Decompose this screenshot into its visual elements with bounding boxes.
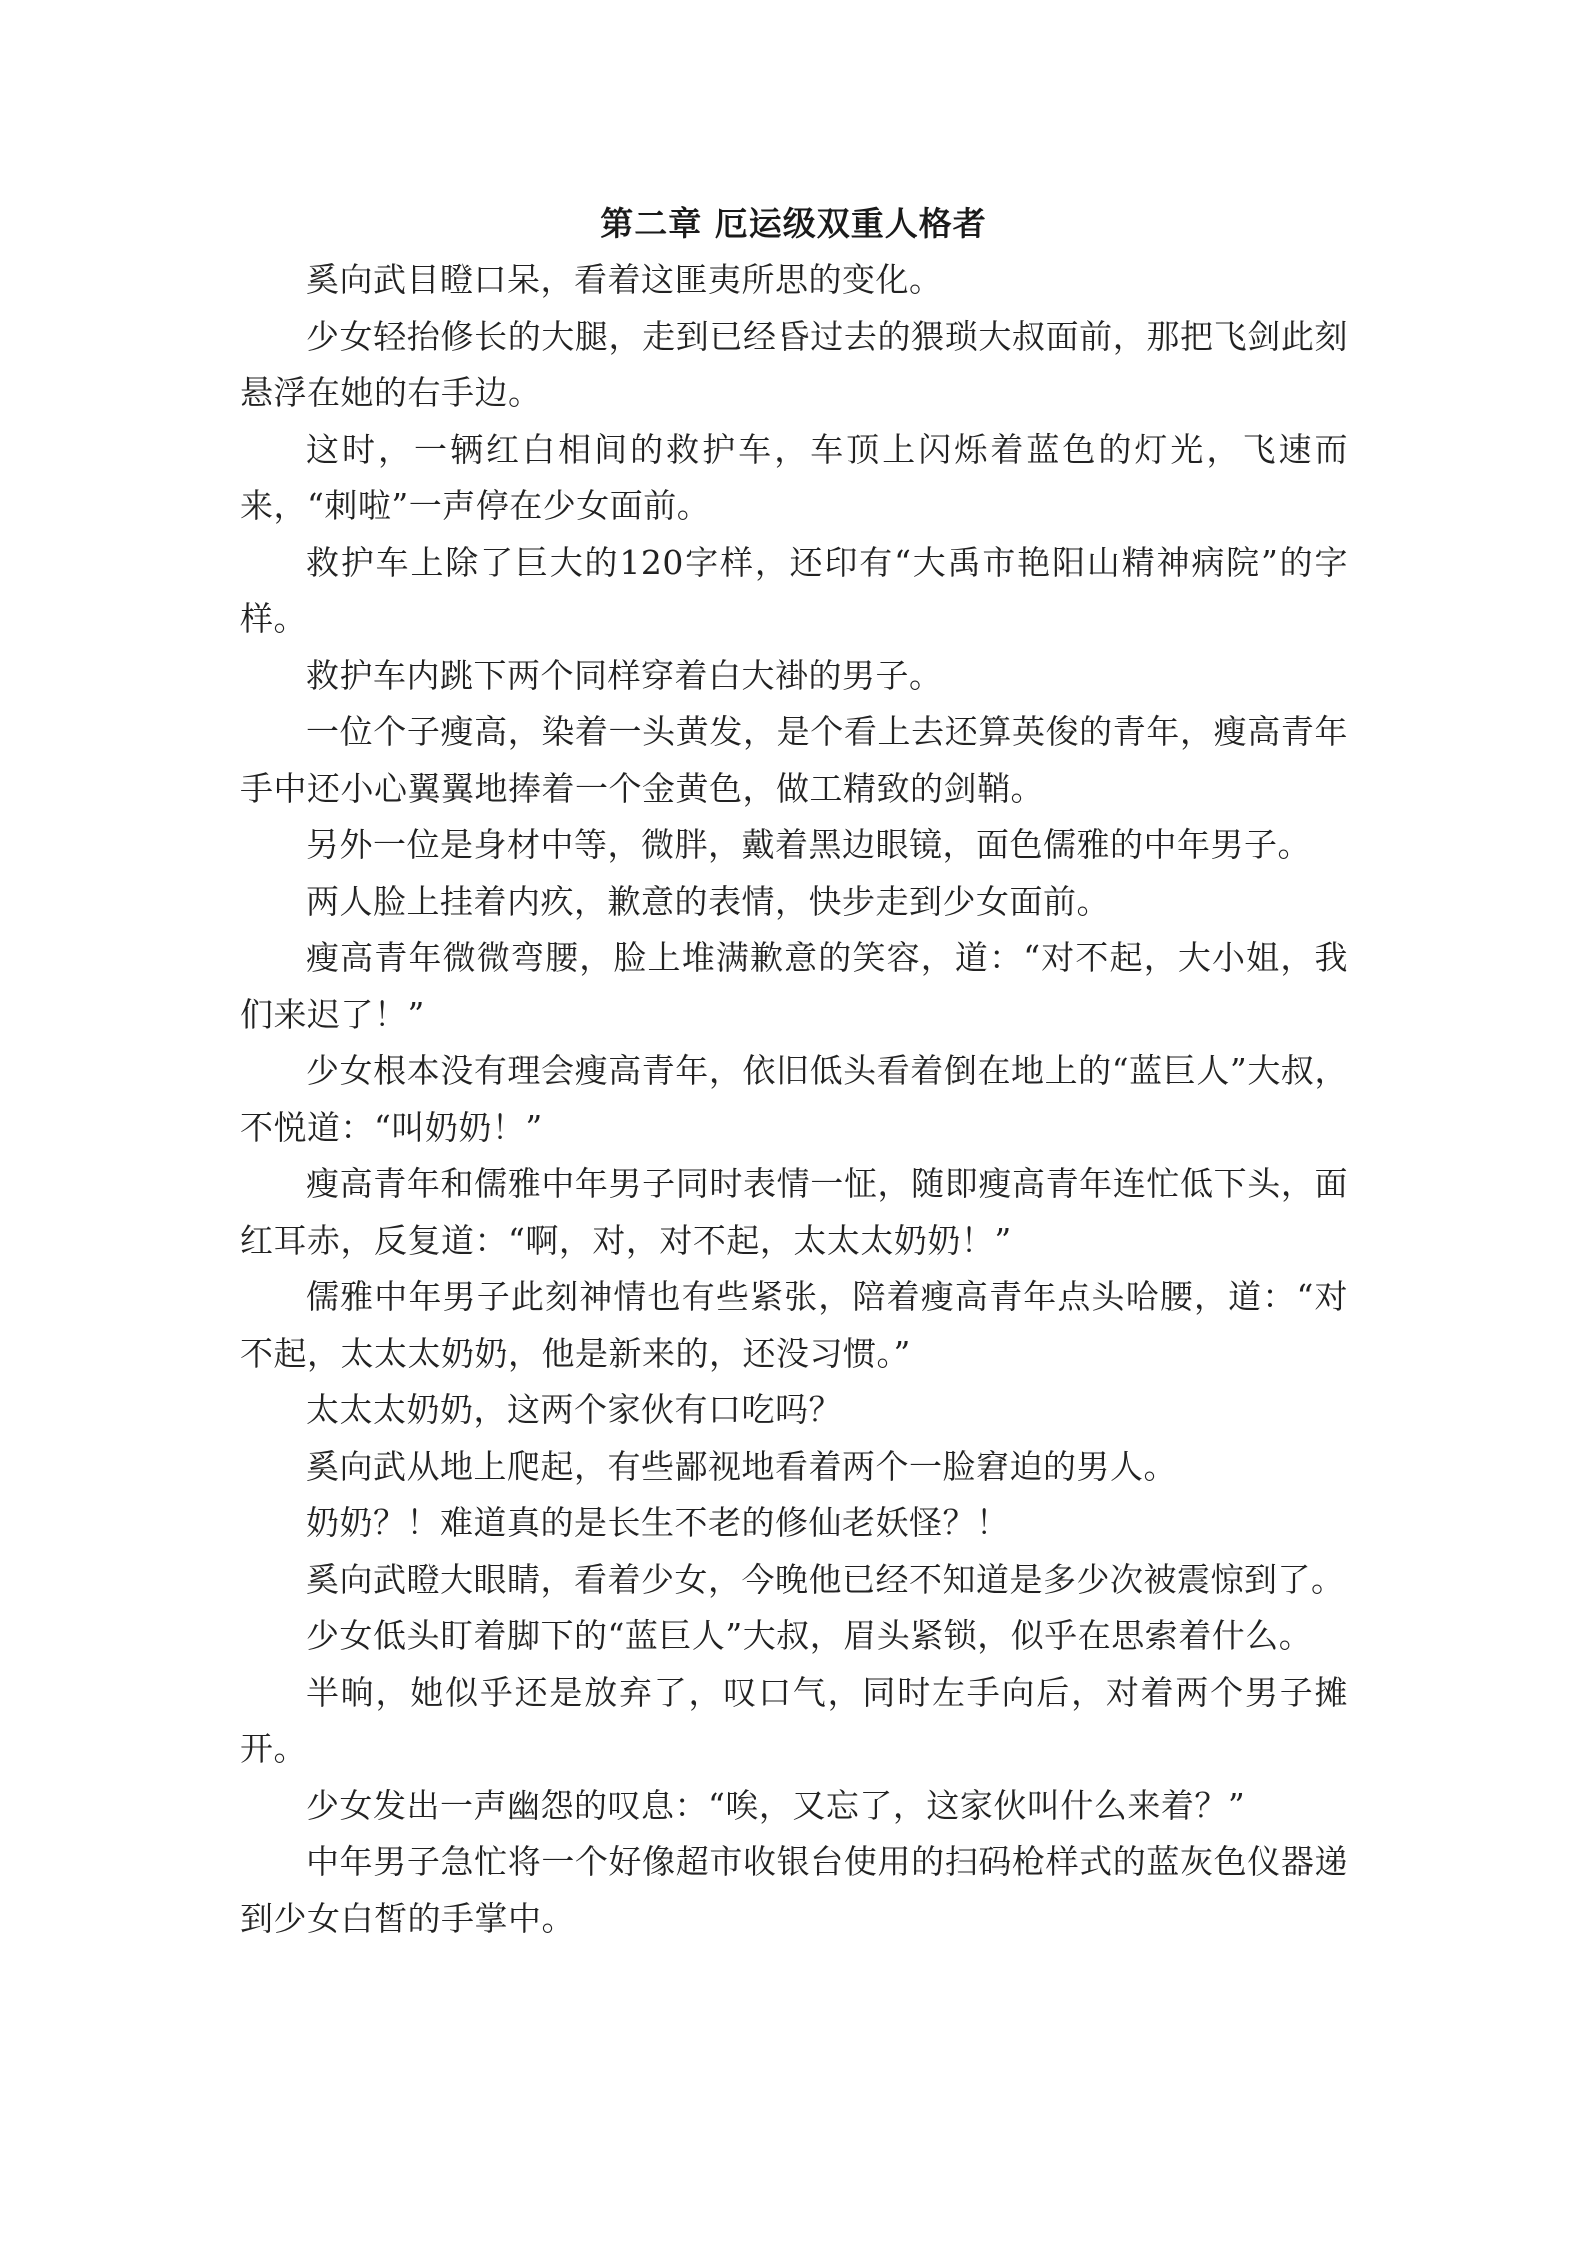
paragraph: 奚向武目瞪口呆，看着这匪夷所思的变化。 — [306, 260, 943, 299]
paragraph: 少女根本没有理会瘦高青年，依旧低头看着倒在地上的“蓝巨人”大叔，不悦道：“叫奶奶！” — [240, 1051, 1348, 1147]
paragraph: 中年男子急忙将一个好像超市收银台使用的扫码枪样式的蓝灰色仪器递到少女白皙的手掌中。 — [240, 1842, 1348, 1938]
paragraph: 瘦高青年和儒雅中年男子同时表情一怔，随即瘦高青年连忙低下头，面红耳赤，反复道：“啊，对，对不起，太太太奶奶！” — [240, 1164, 1348, 1260]
paragraph: 少女轻抬修长的大腿，走到已经昏过去的猥琐大叔面前，那把飞剑此刻悬浮在她的右手边。 — [240, 316, 1348, 412]
paragraph: 两人脸上挂着内疚，歉意的表情，快步走到少女面前。 — [306, 881, 1110, 921]
paragraph: 少女低头盯着脚下的“蓝巨人”大叔，眉头紧锁，似乎在思索着什么。 — [306, 1616, 1313, 1655]
paragraph: 这时，一辆红白相间的救护车，车顶上闪烁着蓝色的灯光，飞速而来，“刺啦”一声停在少女面前。 — [240, 429, 1348, 525]
paragraph: 救护车内跳下两个同样穿着白大褂的男子。 — [306, 655, 943, 695]
paragraph: 奶奶？！难道真的是长生不老的修仙老妖怪？！ — [306, 1503, 1010, 1542]
paragraph: 儒雅中年男子此刻神情也有些紧张，陪着瘦高青年点头哈腰，道：“对不起，太太太奶奶，他是新来的，还没习惯。” — [240, 1277, 1348, 1373]
paragraph: 救护车上除了巨大的120字样，还印有“大禹市艳阳山精神病院”的字样。 — [240, 542, 1348, 638]
paragraph: 少女发出一声幽怨的叹息：“唉，又忘了，这家伙叫什么来着？” — [306, 1785, 1246, 1825]
paragraph: 半晌，她似乎还是放弃了，叹口气，同时左手向后，对着两个男子摊开。 — [240, 1672, 1348, 1768]
paragraph: 另外一位是身材中等，微胖，戴着黑边眼镜，面色儒雅的中年男子。 — [306, 825, 1311, 864]
paragraph: 太太太奶奶，这两个家伙有口吃吗？ — [306, 1390, 842, 1429]
chapter-title: 第二章 厄运级双重人格者 — [600, 204, 987, 243]
chapter-body — [240, 252, 1348, 1947]
paragraph: 瘦高青年微微弯腰，脸上堆满歉意的笑容，道：“对不起，大小姐，我们来迟了！” — [240, 938, 1348, 1034]
paragraph: 奚向武瞪大眼睛，看着少女，今晚他已经不知道是多少次被震惊到了。 — [306, 1559, 1345, 1599]
paragraph: 一位个子瘦高，染着一头黄发，是个看上去还算英俊的青年，瘦高青年手中还小心翼翼地捧着一个金黄色，做工精致的剑鞘。 — [240, 712, 1348, 808]
paragraph: 奚向武从地上爬起，有些鄙视地看着两个一脸窘迫的男人。 — [306, 1446, 1177, 1486]
